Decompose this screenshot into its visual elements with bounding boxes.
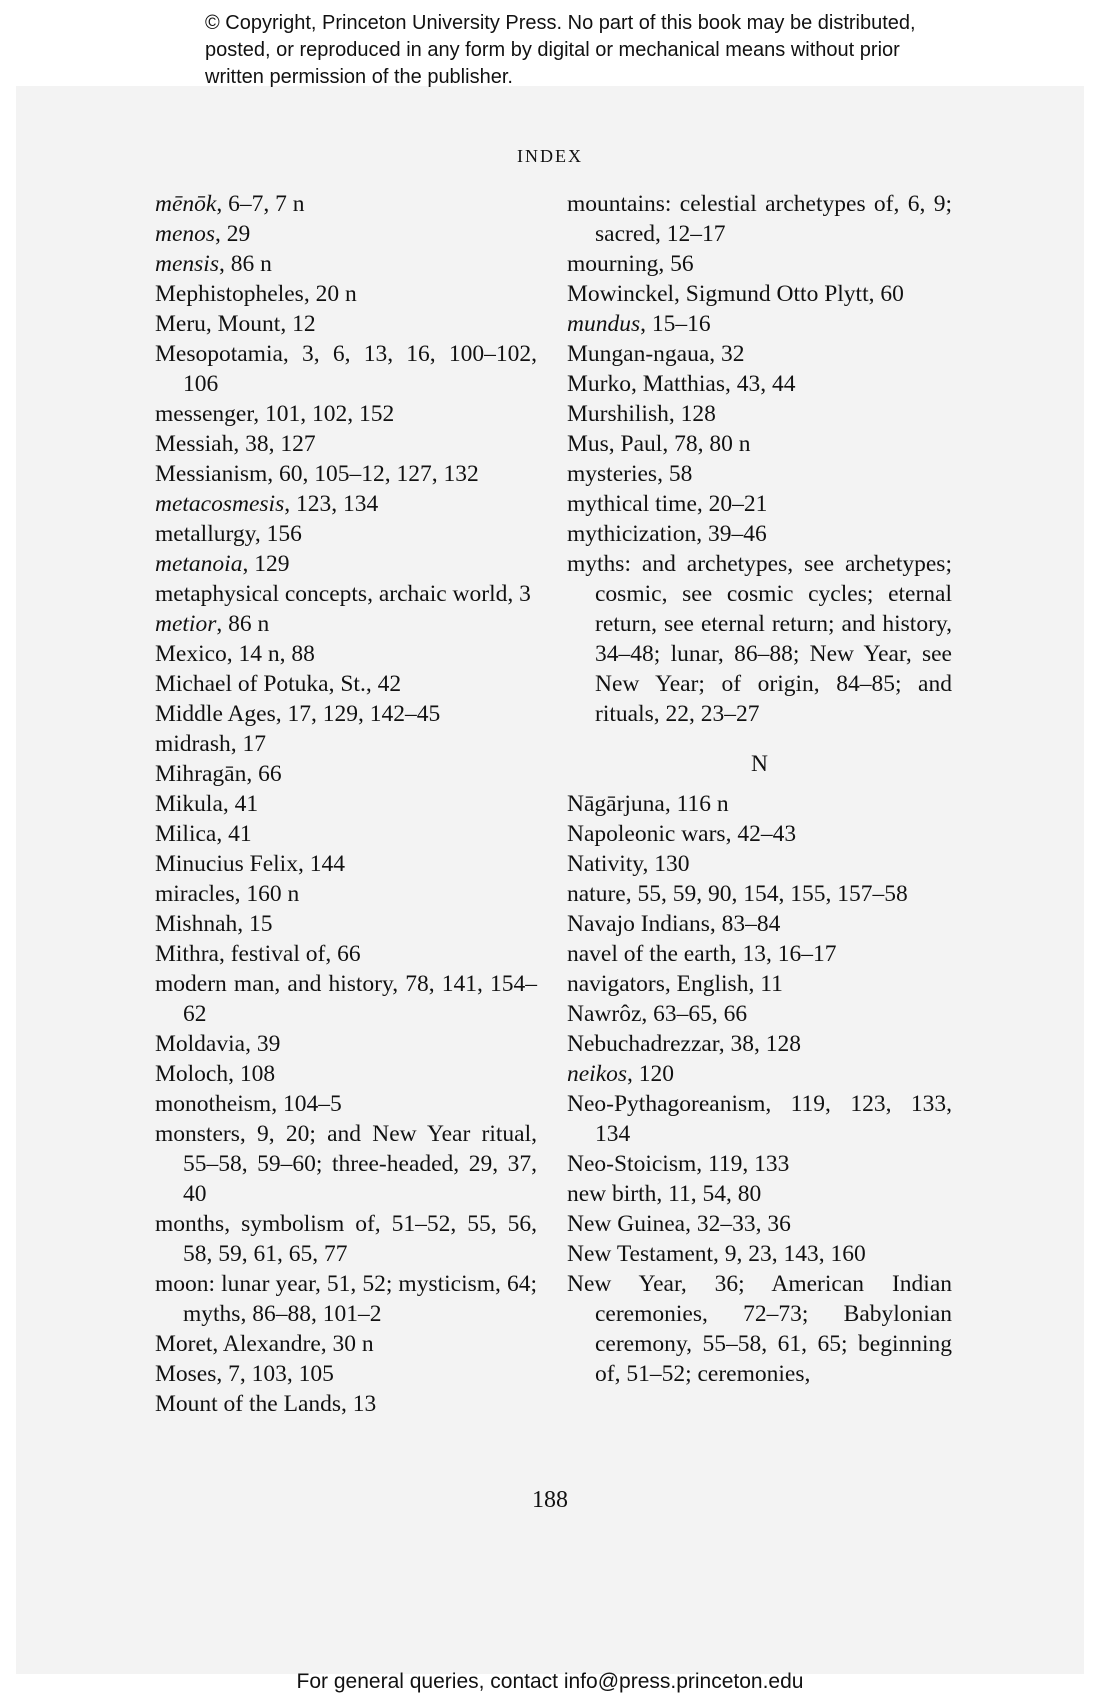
index-entry: New Testament, 9, 23, 143, 160	[567, 1241, 866, 1267]
index-entry-pages: , 6–7, 7 n	[216, 191, 305, 217]
index-entry: midrash, 17	[155, 731, 266, 757]
index-entry-term: mēnōk	[155, 191, 217, 217]
index-entry: months, symbolism of, 51–52, 55, 56, 58, 59, 61, 65, 77	[155, 1211, 537, 1267]
index-entry	[567, 1059, 952, 1089]
section-letter: N	[751, 751, 768, 777]
index-column-left	[155, 189, 537, 1419]
index-column-right	[567, 189, 952, 1389]
index-entry: new birth, 11, 54, 80	[567, 1181, 762, 1207]
index-entry-term: neikos	[567, 1061, 628, 1087]
index-entry: Nawrôz, 63–65, 66	[567, 1001, 748, 1027]
index-entry	[155, 219, 537, 249]
index-entry: mountains: celestial archetypes of, 6, 9; sacred, 12–17	[567, 191, 952, 247]
index-entry: Minucius Felix, 144	[155, 851, 345, 877]
index-entry: Mikula, 41	[155, 791, 259, 817]
index-entry: messenger, 101, 102, 152	[155, 401, 395, 427]
index-entry: miracles, 160 n	[155, 881, 300, 907]
index-entry	[155, 609, 537, 639]
index-entry-pages: , 123, 134	[284, 491, 379, 517]
index-entry: monsters, 9, 20; and New Year ritual, 55–58, 59–60; three-headed, 29, 37, 40	[155, 1121, 537, 1207]
index-entry: moon: lunar year, 51, 52; mysticism, 64; myths, 86–88, 101–2	[155, 1271, 537, 1327]
index-entry: Mungan-ngaua, 32	[567, 341, 745, 367]
index-entry: Mexico, 14 n, 88	[155, 641, 315, 667]
index-entry-pages: , 120	[627, 1061, 675, 1087]
index-entry: Mishnah, 15	[155, 911, 273, 937]
index-entry: Middle Ages, 17, 129, 142–45	[155, 701, 441, 727]
index-entry: modern man, and history, 78, 141, 154–62	[155, 971, 537, 1027]
index-entry: mysteries, 58	[567, 461, 693, 487]
index-entry: Meru, Mount, 12	[155, 311, 316, 337]
index-entry: New Year, 36; American Indian ceremonies, 72–73; Babylonian ceremony, 55–58, 61, 65; beginning of, 51–52; ceremonies,	[567, 1271, 952, 1387]
index-entry: mythicization, 39–46	[567, 521, 767, 547]
index-entry: Murshilish, 128	[567, 401, 716, 427]
index-entry: Mesopotamia, 3, 6, 13, 16, 100–102, 106	[155, 341, 537, 397]
index-entry	[155, 489, 537, 519]
index-entry: mourning, 56	[567, 251, 694, 277]
index-entry: Mount of the Lands, 13	[155, 1391, 377, 1417]
index-entry	[567, 309, 952, 339]
index-entry-term: metacosmesis	[155, 491, 285, 517]
index-entry: Neo-Pythagoreanism, 119, 123, 133, 134	[567, 1091, 952, 1147]
index-entry: Neo-Stoicism, 119, 133	[567, 1151, 790, 1177]
index-entry: Nativity, 130	[567, 851, 690, 877]
page-number: 188	[532, 1487, 568, 1513]
index-entry: Mihragān, 66	[155, 761, 282, 787]
index-entry: New Guinea, 32–33, 36	[567, 1211, 791, 1237]
index-entry-term: metior	[155, 611, 217, 637]
index-entry: mythical time, 20–21	[567, 491, 768, 517]
index-entry: Mithra, festival of, 66	[155, 941, 361, 967]
index-entry	[155, 249, 537, 279]
index-entry-pages: , 15–16	[640, 311, 711, 337]
index-entry	[155, 549, 537, 579]
index-entry: Nāgārjuna, 116 n	[567, 791, 729, 817]
index-entry: Murko, Matthias, 43, 44	[567, 371, 796, 397]
index-entry: myths: and archetypes, see archetypes; cosmic, see cosmic cycles; eternal return, see eternal return; and history, 34–48; lunar, 86–88; New Year, see New Year; of origin, 84–85; and rituals, 22, 23–27	[567, 551, 952, 727]
index-entry: Messiah, 38, 127	[155, 431, 316, 457]
index-entry: Moses, 7, 103, 105	[155, 1361, 334, 1387]
index-entry-pages: , 86 n	[218, 251, 272, 277]
index-entry-pages: , 129	[242, 551, 290, 577]
index-entry: nature, 55, 59, 90, 154, 155, 157–58	[567, 881, 908, 907]
index-entry: navigators, English, 11	[567, 971, 783, 997]
index-entry: metaphysical concepts, archaic world, 3	[155, 581, 531, 607]
contact-footer: For general queries, contact info@press.princeton.edu	[296, 1670, 804, 1693]
index-entry: metallurgy, 156	[155, 521, 302, 547]
index-entry: Moldavia, 39	[155, 1031, 281, 1057]
index-entry: Mephistopheles, 20 n	[155, 281, 357, 307]
index-entry: Mus, Paul, 78, 80 n	[567, 431, 751, 457]
index-entry: monotheism, 104–5	[155, 1091, 342, 1117]
index-entry: Michael of Potuka, St., 42	[155, 671, 402, 697]
index-entry: Milica, 41	[155, 821, 252, 847]
index-entry: navel of the earth, 13, 16–17	[567, 941, 837, 967]
index-entry: Moloch, 108	[155, 1061, 276, 1087]
index-entry: Nebuchadrezzar, 38, 128	[567, 1031, 801, 1057]
index-entry	[155, 189, 537, 219]
index-entry-term: mensis	[155, 251, 219, 277]
copyright-notice: © Copyright, Princeton University Press. No part of this book may be distributed, posted, or reproduced in any form by digital or mechanical means without prior written permission of the publisher.	[205, 12, 916, 88]
index-entry: Mowinckel, Sigmund Otto Plytt, 60	[567, 281, 904, 307]
index-entry: Navajo Indians, 83–84	[567, 911, 781, 937]
index-entry: Messianism, 60, 105–12, 127, 132	[155, 461, 479, 487]
index-entry: Napoleonic wars, 42–43	[567, 821, 797, 847]
index-entry-pages: , 86 n	[216, 611, 270, 637]
index-entry: Moret, Alexandre, 30 n	[155, 1331, 374, 1357]
index-entry-pages: , 29	[215, 221, 251, 247]
index-entry-term: metanoia	[155, 551, 243, 577]
running-head: INDEX	[517, 146, 583, 166]
index-entry-term: menos	[155, 221, 216, 247]
index-entry-term: mundus	[567, 311, 641, 337]
